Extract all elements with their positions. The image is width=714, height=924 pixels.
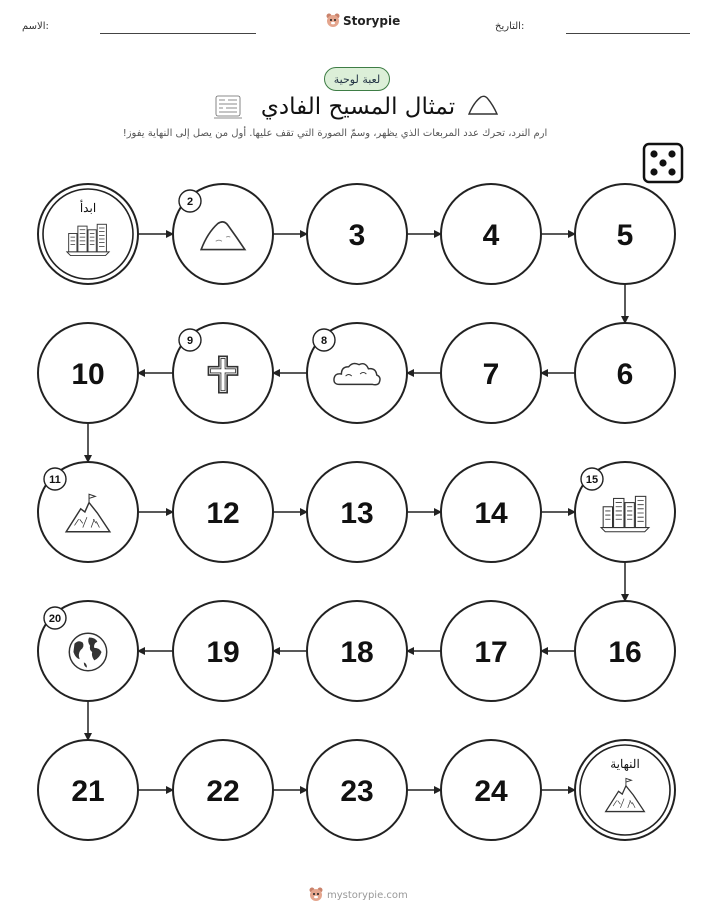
board-space [441, 462, 541, 562]
board-space [441, 740, 541, 840]
space-number: 10 [71, 358, 105, 391]
finish-label: النهاية [610, 757, 640, 771]
space-number: 7 [482, 358, 500, 391]
board-space [38, 601, 138, 701]
date-label: التاريخ: [495, 21, 525, 32]
space-number: 6 [616, 358, 634, 391]
space-number-badge: 9 [186, 335, 194, 347]
board-space [38, 462, 138, 562]
board-space [441, 601, 541, 701]
brand-name: Storypie [343, 14, 401, 28]
space-number: 14 [474, 497, 508, 530]
space-number: 21 [71, 775, 105, 808]
globe-icon [69, 633, 106, 670]
board-space [575, 184, 675, 284]
board-space [307, 740, 407, 840]
board-space [307, 184, 407, 284]
space-number: 3 [348, 219, 366, 252]
space-number-badge: 8 [320, 335, 328, 347]
board-space [441, 323, 541, 423]
board-space [173, 740, 273, 840]
space-number: 22 [206, 775, 240, 808]
board-space [173, 184, 273, 284]
name-label: الاسم: [22, 21, 49, 32]
board-space [575, 462, 675, 562]
footer [309, 887, 408, 903]
space-number-badge: 15 [585, 474, 599, 486]
board-space [575, 323, 675, 423]
finish-space [575, 740, 675, 840]
start-label: ابدأ [79, 201, 97, 215]
space-number: 5 [616, 219, 634, 252]
board-space [38, 740, 138, 840]
board-space [173, 323, 273, 423]
space-number: 24 [474, 775, 508, 808]
board-space [307, 323, 407, 423]
board-space [173, 462, 273, 562]
space-number: 12 [206, 497, 240, 530]
space-number: 4 [482, 219, 500, 252]
board-space [307, 601, 407, 701]
page-title: تمثال المسيح الفادي [260, 94, 456, 120]
start-space [38, 184, 138, 284]
space-number-badge: 11 [49, 474, 61, 486]
board-space [38, 323, 138, 423]
space-number-badge: 2 [186, 196, 194, 208]
board-space [441, 184, 541, 284]
board-space [307, 462, 407, 562]
board-space [575, 601, 675, 701]
space-number: 23 [340, 775, 374, 808]
space-number: 18 [340, 636, 374, 669]
footer-url: mystorypie.com [327, 889, 408, 901]
space-number: 17 [474, 636, 508, 669]
space-number: 19 [206, 636, 240, 669]
space-number: 13 [340, 497, 374, 530]
bear-logo-icon [309, 887, 323, 903]
space-number-badge: 20 [48, 613, 62, 625]
instructions: ارم النرد، تحرك عدد المربعات الذي يظهر، وسمّ الصورة التي تقف عليها. أول من يصل إلى النهاية يفوز! [122, 128, 548, 139]
game-type-badge: لعبة لوحية [324, 67, 390, 91]
space-number: 16 [608, 636, 642, 669]
board-space [173, 601, 273, 701]
